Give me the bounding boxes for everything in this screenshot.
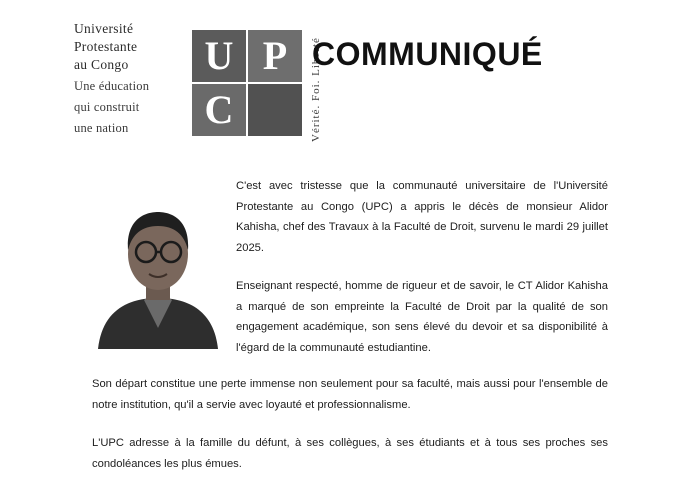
- intro-text-column: [236, 176, 608, 358]
- portrait-photo: [92, 194, 224, 349]
- monogram-letter-u: U: [192, 30, 246, 82]
- monogram-blank-cell: [248, 84, 302, 136]
- paragraph-4: L'UPC adresse à la famille du défunt, à ses collègues, à ses étudiants et à tous ses proches ses condoléances les plus émues.: [92, 437, 608, 470]
- institution-tagline-line-1: Une éducation: [74, 79, 150, 93]
- document-header: [0, 0, 700, 152]
- paragraph-2: Enseignant respecté, homme de rigueur et de savoir, le CT Alidor Kahisha a marqué de son empreinte la Faculté de Droit par la qualité de son engagement académique, son sens élevé du devoir et sa disponibilité à l'égard de la communauté estudiantine.: [236, 280, 608, 354]
- portrait-illustration: [92, 194, 224, 349]
- institution-name-line-1: Université: [74, 21, 134, 36]
- monogram-letter-p: P: [248, 30, 302, 82]
- institution-name-line-3: au Congo: [74, 57, 129, 72]
- page-title: COMMUNIQUÉ: [312, 36, 543, 72]
- institution-motto: Vérité. Foi. Liberté: [310, 37, 322, 142]
- paragraph-1: C'est avec tristesse que la communauté universitaire de l'Université Protestante au Congo (UPC) a appris le décès de monsieur Alidor Kahisha, chef des Travaux à la Faculté de Droit, survenu le mardi 29 juillet 2025.: [236, 180, 608, 254]
- paragraph-3: Son départ constitue une perte immense non seulement pour sa faculté, mais aussi pour l'ensemble de notre institution, qu'il a servie avec loyauté et professionnalisme.: [92, 378, 608, 411]
- institution-tagline-line-2: qui construit: [74, 100, 140, 114]
- institution-name-block: [74, 20, 186, 137]
- institution-name-line-2: Protestante: [74, 39, 138, 54]
- upc-monogram: [192, 30, 304, 140]
- institution-tagline-line-3: une nation: [74, 121, 129, 135]
- institution-logo: [74, 18, 322, 142]
- monogram-letter-c: C: [192, 84, 246, 136]
- body-text-column: [92, 374, 608, 474]
